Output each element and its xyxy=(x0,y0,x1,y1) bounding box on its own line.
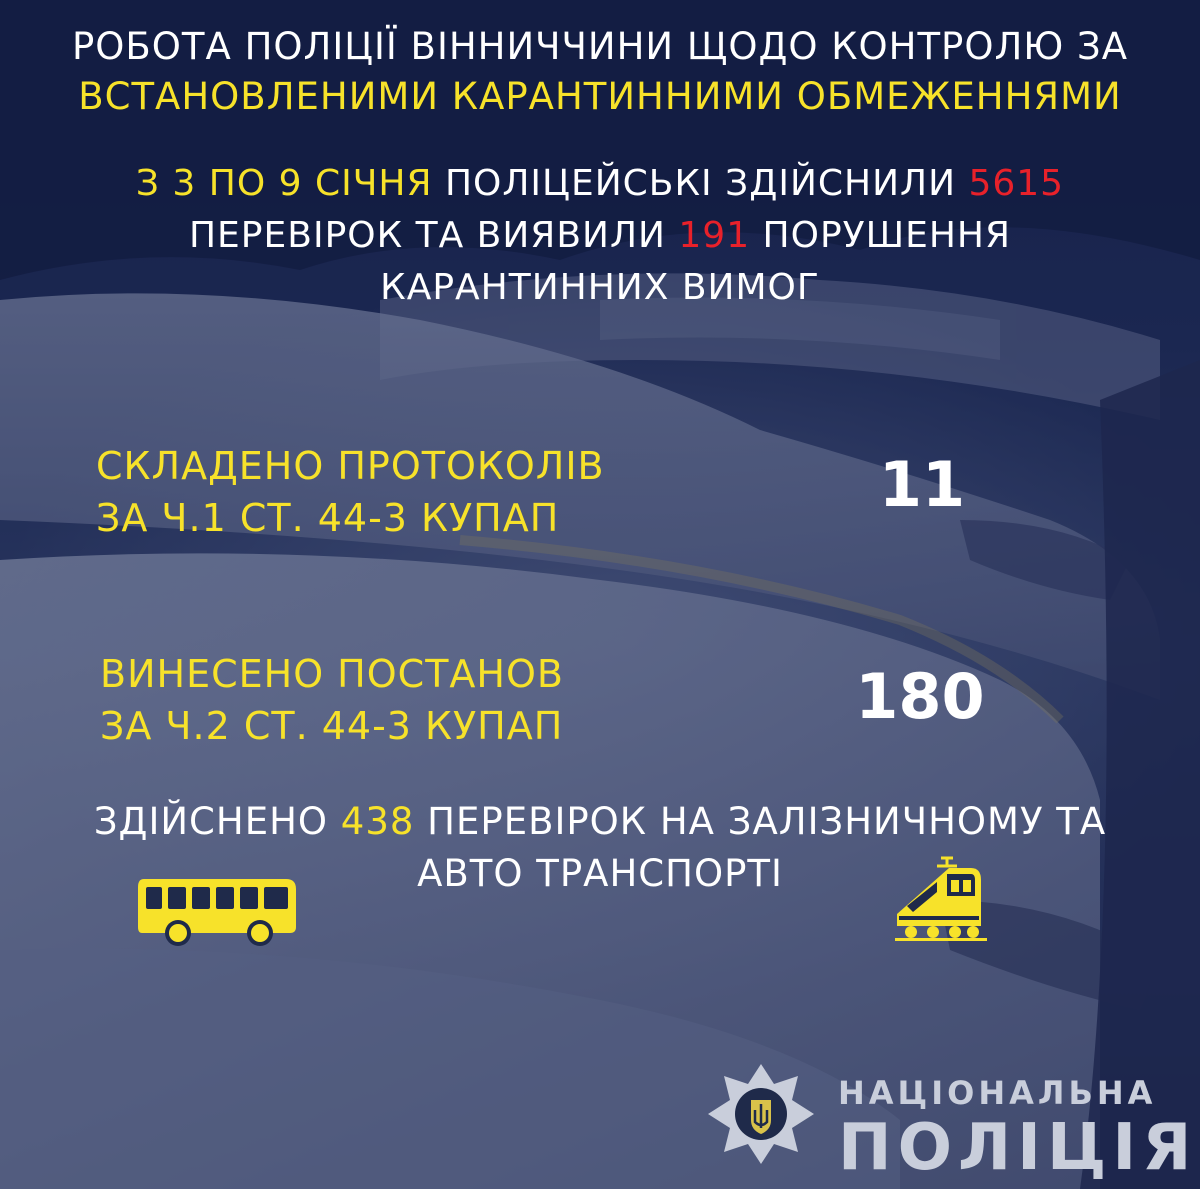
brand-line-2: ПОЛІЦІЯ xyxy=(838,1111,1198,1185)
title-line-2: ВСТАНОВЛЕНИМИ КАРАНТИННИМИ ОБМЕЖЕННЯМИ xyxy=(78,75,1122,118)
train-icon xyxy=(893,856,989,942)
protocols-label-line-2: ЗА Ч.1 СТ. 44-3 КУПАП xyxy=(96,496,560,540)
police-badge-icon xyxy=(706,1062,816,1166)
summary-text-1: ПОЛІЦЕЙСЬКІ ЗДІЙСНИЛИ xyxy=(432,163,969,204)
summary-line-2 xyxy=(0,210,1200,262)
resolutions-label-line-2: ЗА Ч.2 СТ. 44-3 КУПАП xyxy=(100,704,564,748)
title-line-1: РОБОТА ПОЛІЦІЇ ВІННИЧЧИНИ ЩОДО КОНТРОЛЮ ЗА xyxy=(71,25,1129,68)
violations-count: 191 xyxy=(678,215,751,256)
summary-line-3: КАРАНТИННИХ ВИМОГ xyxy=(380,267,820,308)
summary-text-2: ПЕРЕВІРОК ТА ВИЯВИЛИ xyxy=(188,215,679,256)
period-text: З 3 ПО 9 СІЧНЯ xyxy=(135,163,433,204)
bus-icon xyxy=(136,875,300,947)
brand-line-1: НАЦІОНАЛЬНА xyxy=(838,1074,1157,1112)
transport-text-1: ПЕРЕВІРОК НА ЗАЛІЗНИЧНОМУ ТА xyxy=(414,800,1107,843)
protocols-label xyxy=(96,440,605,544)
resolutions-label-line-1: ВИНЕСЕНО ПОСТАНОВ xyxy=(100,652,564,696)
protocols-value: 11 xyxy=(878,448,966,521)
page-title xyxy=(0,22,1200,122)
transport-count: 438 xyxy=(340,800,415,843)
resolutions-value: 180 xyxy=(855,660,985,733)
police-brand xyxy=(838,1074,1197,1184)
summary-text-3: ПОРУШЕННЯ xyxy=(750,215,1012,256)
protocols-label-line-1: СКЛАДЕНО ПРОТОКОЛІВ xyxy=(96,444,605,488)
summary-text xyxy=(0,158,1200,314)
summary-line-1 xyxy=(0,158,1200,210)
transport-prefix: ЗДІЙСНЕНО xyxy=(93,800,341,843)
resolutions-label xyxy=(100,648,564,752)
transport-line-1 xyxy=(40,796,1160,848)
checks-count: 5615 xyxy=(968,163,1065,204)
transport-line-2: АВТО ТРАНСПОРТІ xyxy=(417,852,783,895)
